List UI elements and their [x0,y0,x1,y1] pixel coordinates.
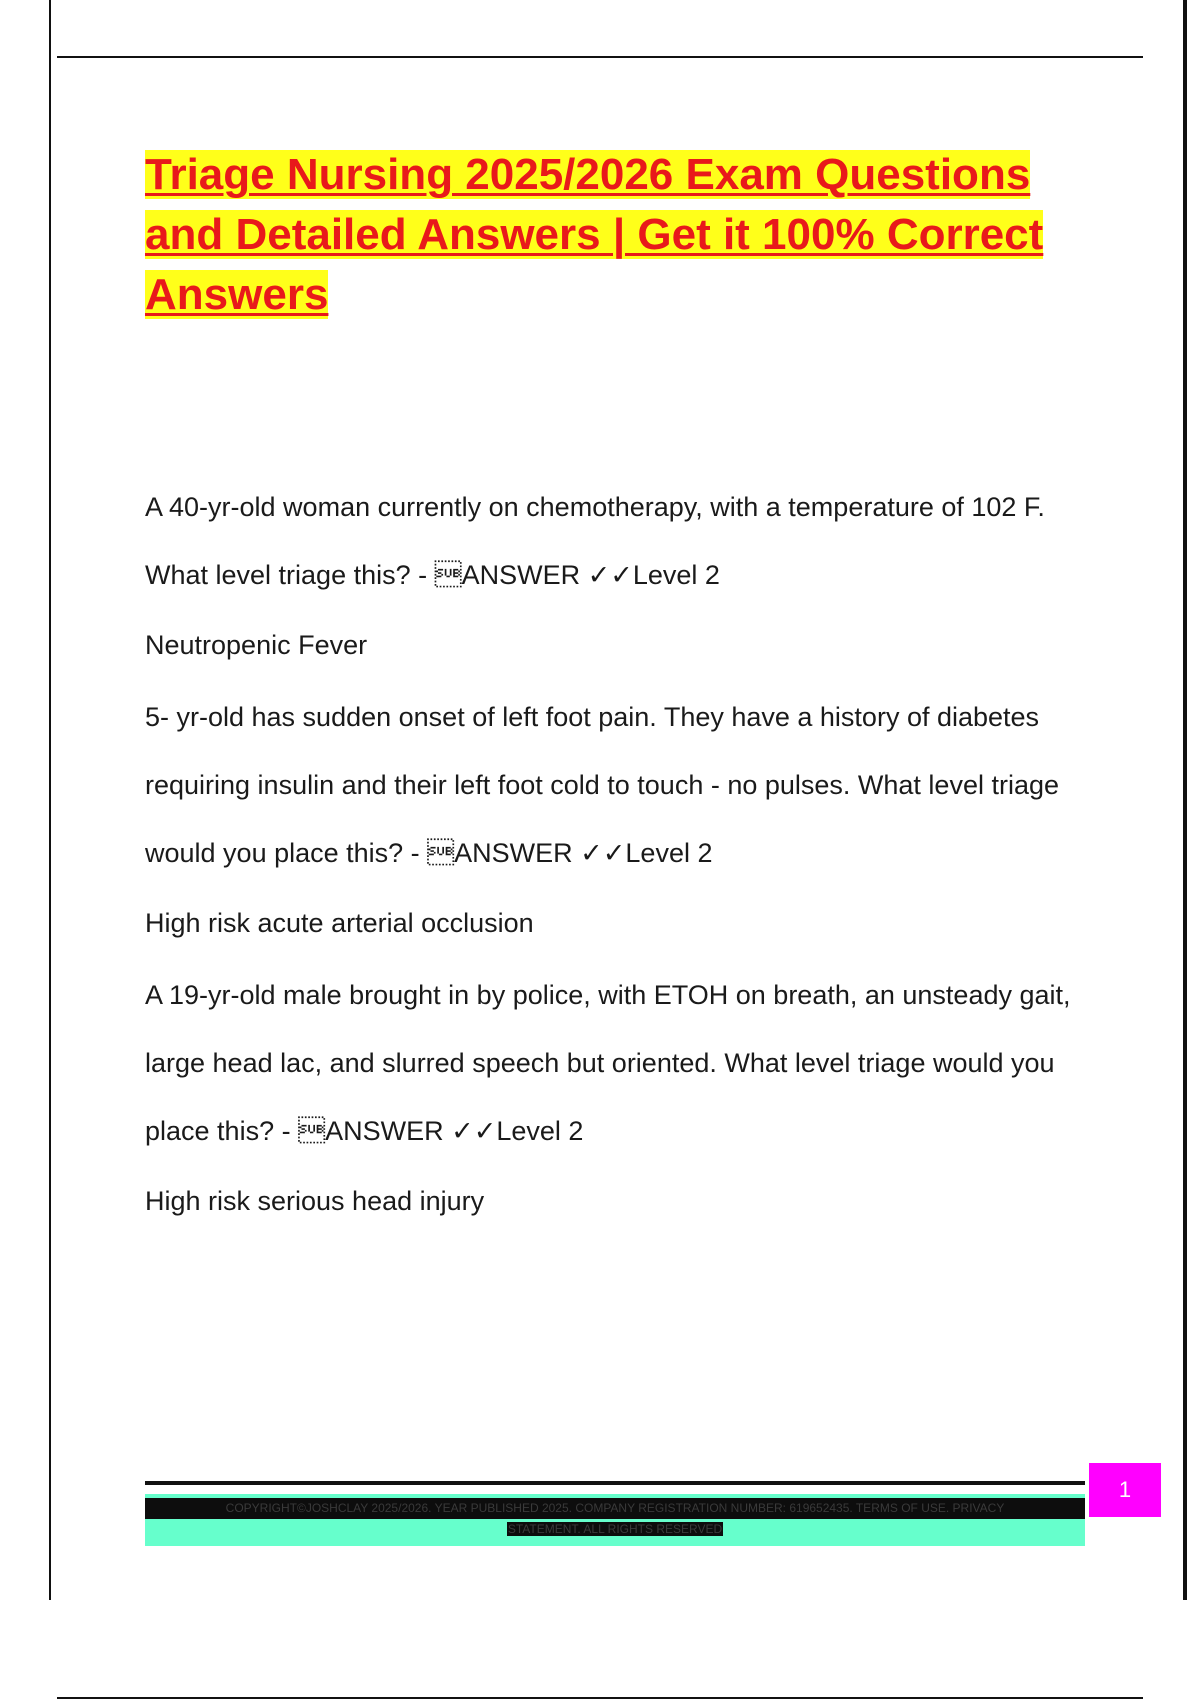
page-number-badge: 1 [1089,1463,1161,1517]
document-title-text: Triage Nursing 2025/2026 Exam Questions and Detailed Answers | Get it 100% Correct Answers [145,150,1044,319]
copyright-footer [145,1494,1085,1546]
document-title [145,145,1095,325]
question-text: 5- yr-old has sudden onset of left foot pain. They have a history of diabetes requiring insulin and their left foot cold to touch - no pulses. What level triage would you place this? - ANSWER ✓✓Level 2 [145,702,1060,868]
copyright-line-1 [145,1498,1085,1519]
rationale-text: High risk serious head injury [145,1186,485,1216]
question-text: A 40-yr-old woman currently on chemotherapy, with a temperature of 102 F. What level triage this? - ANSWER ✓✓Level 2 [145,492,1045,590]
rationale-text: High risk acute arterial occlusion [145,908,534,938]
copyright-line-2: STATEMENT. ALL RIGHTS RESERVED [507,1522,723,1536]
footer-rule [145,1481,1085,1485]
qa-item [145,473,1095,663]
copyright-line-1-text: COPYRIGHT©JOSHCLAY 2025/2026. YEAR PUBLISHED 2025. COMPANY REGISTRATION NUMBER: 619652435. TERMS OF USE. PRIVACY [225,1501,1005,1515]
qa-list [145,473,1095,1239]
top-rule [57,56,1143,58]
rationale-text: Neutropenic Fever [145,630,368,660]
question-text: A 19-yr-old male brought in by police, with ETOH on breath, an unsteady gait, large head lac, and slurred speech but oriented. What level triage would you place this? - ANSWER ✓✓Level 2 [145,980,1071,1146]
qa-item [145,961,1095,1219]
qa-item [145,683,1095,941]
left-page-border [49,0,51,1600]
right-page-border [1183,0,1187,1600]
bottom-rule [57,1697,1143,1699]
